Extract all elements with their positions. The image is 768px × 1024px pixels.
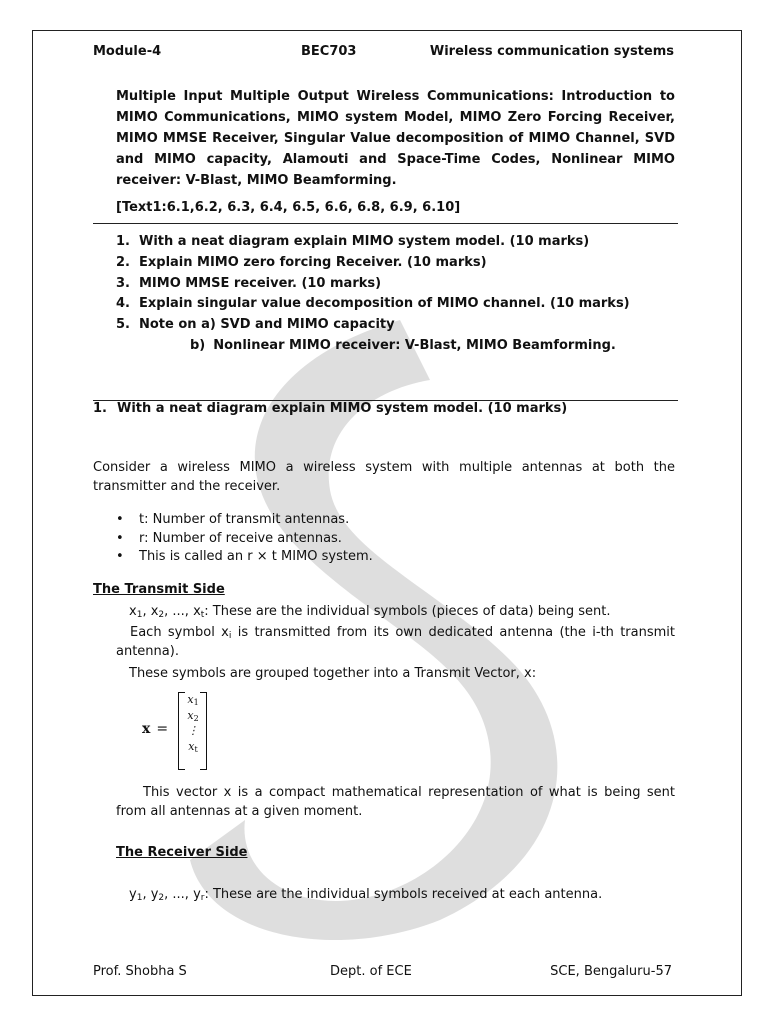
transmit-side-heading: The Transmit Side: [93, 582, 225, 597]
question-text: Explain singular value decomposition of MIMO channel. (10 marks): [139, 296, 630, 312]
transmit-each-symbol-paragraph: [116, 623, 675, 661]
question-item: [116, 253, 630, 274]
question-number: 1.: [116, 234, 130, 249]
bullet-list: [116, 511, 373, 567]
bullet-text: r: Number of receive antennas.: [139, 530, 342, 546]
question-number: 4.: [116, 296, 130, 312]
bullet-marker: •: [116, 512, 124, 527]
question-item: [116, 274, 630, 295]
entry-base: x: [188, 739, 195, 753]
question-number: 3.: [116, 275, 130, 291]
question-number: b): [190, 337, 206, 353]
subscript: 1: [136, 610, 143, 620]
text-run: , y: [142, 887, 159, 902]
syllabus-text: Multiple Input Multiple Output Wireless Communications: Introduction to MIMO Communications, MIMO system Model, MIMO Zero Forcing Receiver, MIMO MMSE Receiver, Singular Value decomposition of MIMO Channel, SVD and MIMO capacity, Alamouti and Space-Time Codes, Nonlinear MIMO receiver: V-Blast, MIMO Beamforming.: [116, 89, 675, 188]
question-text: Explain MIMO zero forcing Receiver. (10 marks): [139, 254, 487, 270]
section-title-text: With a neat diagram explain MIMO system model. (10 marks): [116, 401, 568, 416]
text-run: y: [129, 887, 137, 902]
bullet-item: [116, 530, 373, 549]
transmit-symbols-line: [129, 602, 610, 621]
entry-subscript: t: [194, 744, 198, 754]
entry-base: ⋮: [187, 724, 199, 738]
question-list: [116, 232, 630, 357]
transmit-grouped-line: These symbols are grouped together into a Transmit Vector, x:: [129, 666, 537, 681]
footer-author: Prof. Shobha S: [93, 964, 187, 979]
bullet-marker: •: [116, 549, 124, 564]
text-run: , x: [142, 604, 159, 619]
vector-symbol: x: [142, 721, 151, 737]
text-run: , ..., y: [164, 887, 201, 902]
bullet-text: This is called an r × t MIMO system.: [139, 549, 373, 564]
question-text: MIMO MMSE receiver. (10 marks): [139, 275, 382, 291]
question-text: With a neat diagram explain MIMO system model. (10 marks): [139, 234, 590, 249]
question-item: [116, 315, 630, 336]
text-run: , ..., x: [164, 604, 201, 619]
receiver-side-heading: The Receiver Side: [116, 845, 248, 860]
header-subject: Wireless communication systems: [429, 44, 674, 59]
bullet-item: [116, 511, 373, 530]
subscript: t: [200, 610, 205, 620]
question-number: 5.: [116, 317, 130, 333]
subscript: r: [200, 893, 205, 903]
footer-department: Dept. of ECE: [330, 964, 412, 979]
right-bracket: [200, 692, 207, 770]
intro-paragraph: Consider a wireless MIMO a wireless system with multiple antennas at both the transmitter and the receiver.: [93, 460, 675, 494]
question-item: [116, 232, 630, 253]
entry-subscript: 1: [193, 698, 199, 707]
question-text: Nonlinear MIMO receiver: V-Blast, MIMO Beamforming.: [213, 337, 616, 353]
vector-lhs: [142, 721, 168, 737]
entry-subscript: 2: [193, 713, 199, 723]
question-subitem: [190, 336, 630, 357]
equals-sign: =: [156, 721, 169, 737]
text-run: Each symbol x: [130, 625, 229, 640]
bullet-item: [116, 548, 373, 567]
bullet-text: t: Number of transmit antennas.: [139, 512, 350, 527]
text-run: x: [129, 604, 137, 619]
header-module: Module-4: [93, 44, 162, 59]
text-run: : These are the individual symbols received at each antenna.: [204, 887, 603, 902]
question-text: Note on a) SVD and MIMO capacity: [139, 317, 395, 333]
question-number: 2.: [116, 254, 130, 270]
header-course-code: BEC703: [301, 44, 357, 59]
entry-base: x: [187, 693, 194, 706]
text-run: is transmitted from its own dedicated antenna (the i-th transmit antenna).: [116, 625, 675, 659]
subscript: i: [228, 631, 232, 641]
subscript: 1: [136, 893, 143, 903]
section-title: [93, 401, 567, 416]
subscript: 2: [158, 610, 165, 620]
subscript: 2: [158, 893, 165, 903]
entry-base: x: [187, 708, 194, 722]
bullet-marker: •: [116, 530, 124, 546]
question-item: [116, 294, 630, 315]
divider-line: [93, 223, 678, 224]
text-run: : These are the individual symbols (pieces of data) being sent.: [204, 604, 611, 619]
receiver-symbols-line: [129, 885, 602, 904]
vector-description-paragraph: This vector x is a compact mathematical representation of what is being sent from all antennas at a given moment.: [116, 785, 675, 819]
footer-institute: SCE, Bengaluru-57: [550, 964, 672, 979]
text-reference: [Text1:6.1,6.2, 6.3, 6.4, 6.5, 6.6, 6.8, 6.9, 6.10]: [116, 200, 461, 215]
section-number: 1.: [93, 401, 107, 416]
